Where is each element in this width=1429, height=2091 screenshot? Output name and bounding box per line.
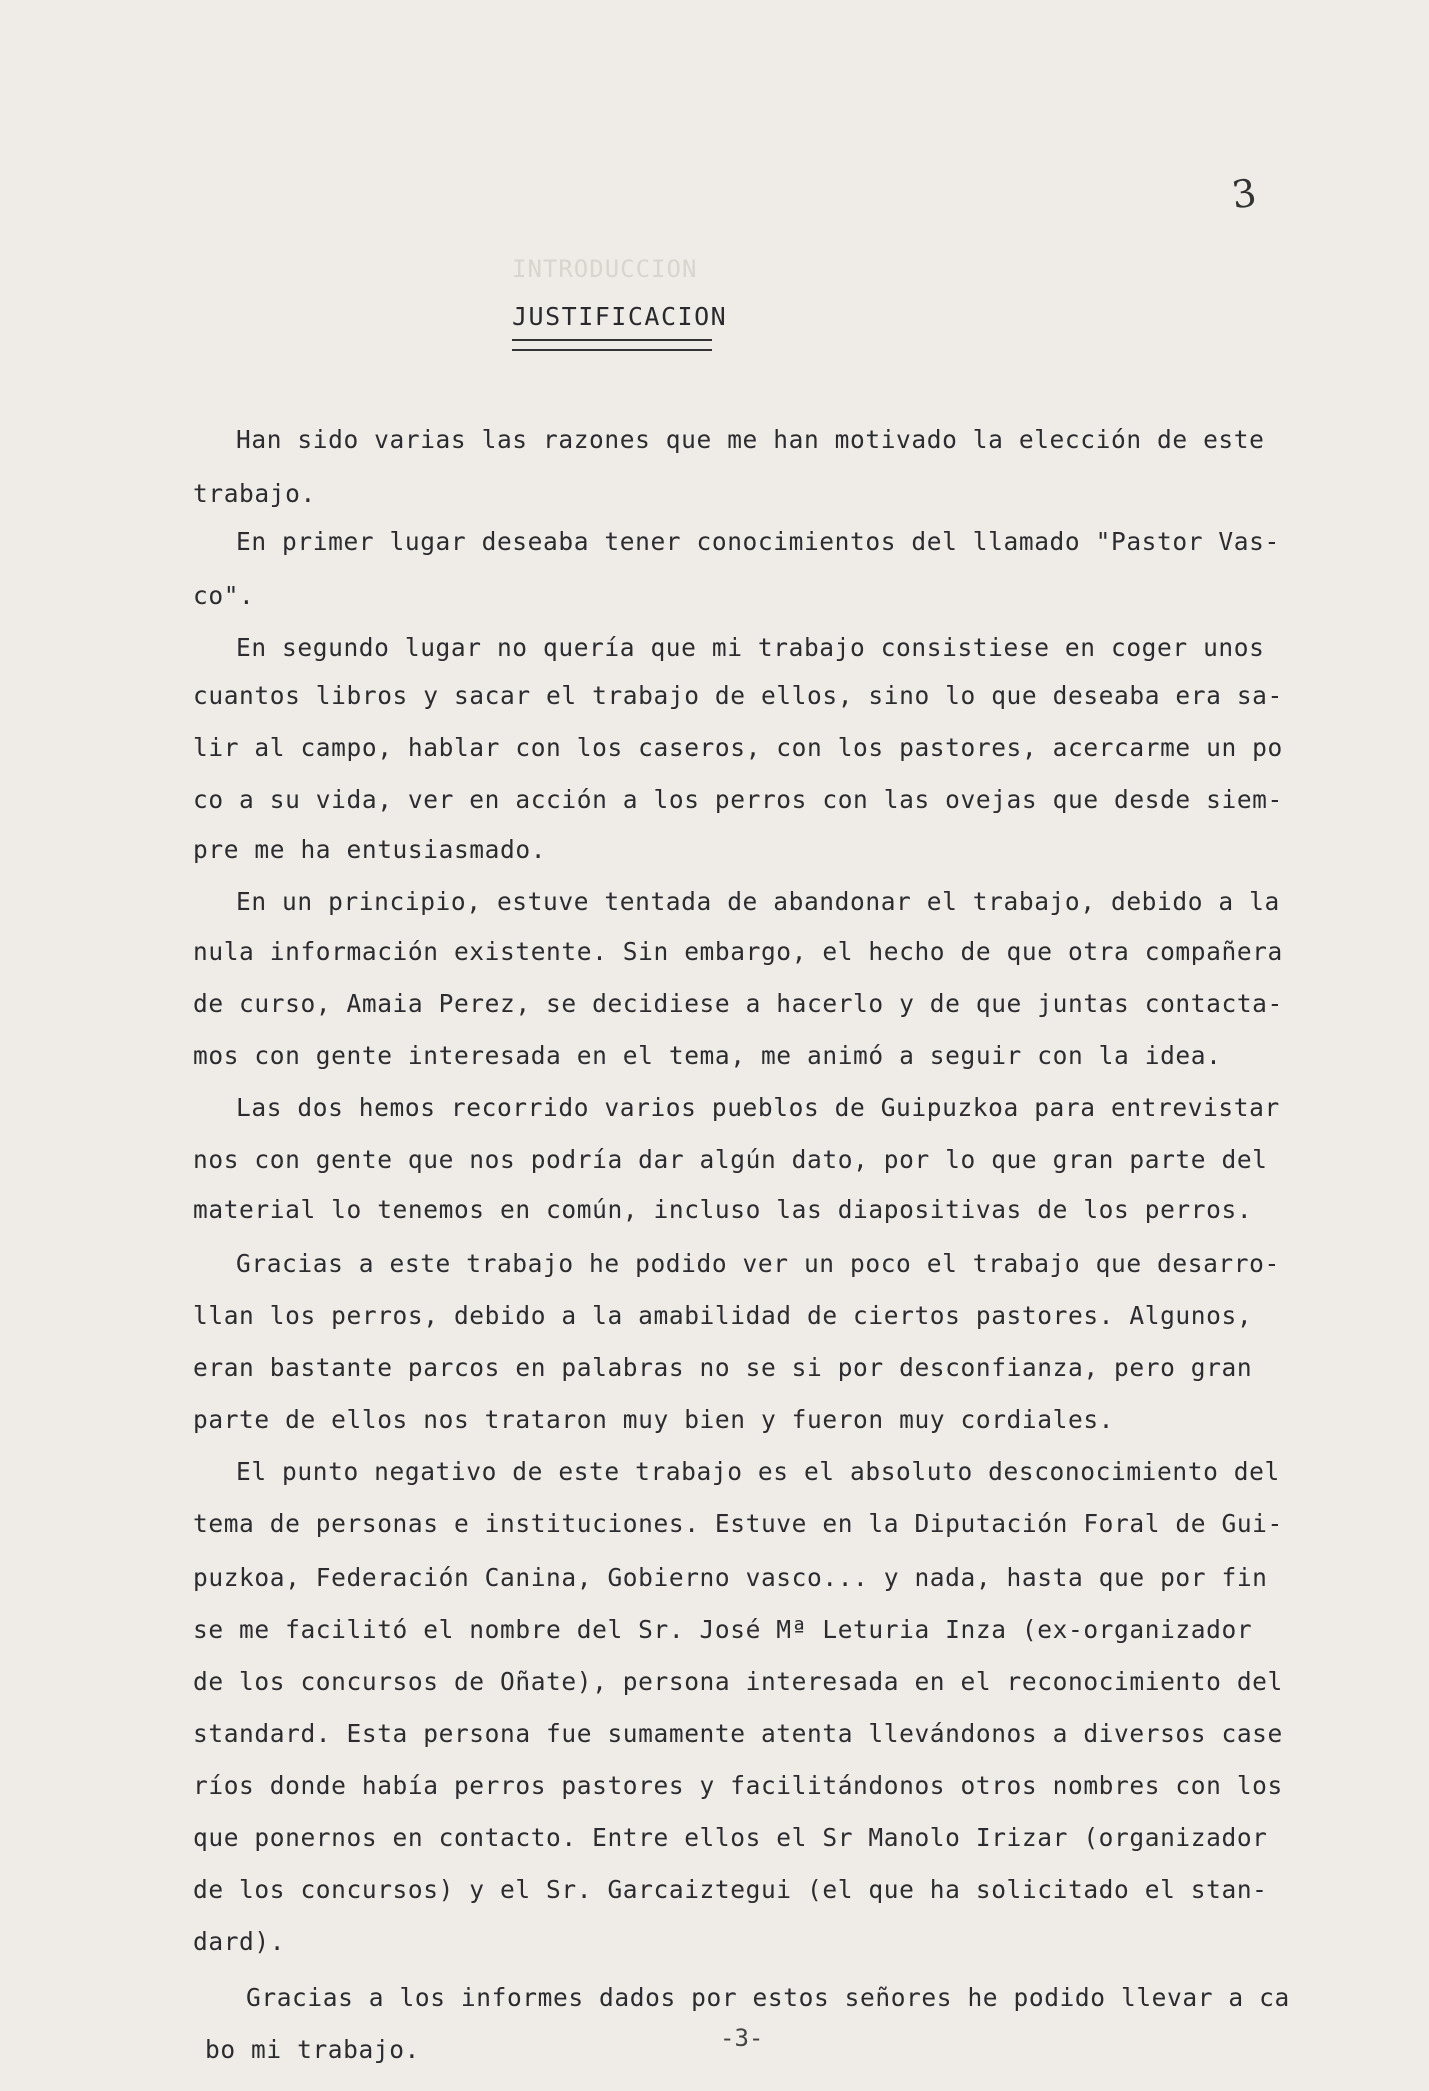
text-line: de los concursos) y el Sr. Garcaiztegui (el que ha solicitado el stan- [193, 1875, 1268, 1904]
page-footer-number: -3- [720, 2024, 764, 2052]
text-line: nos con gente que nos podría dar algún dato, por lo que gran parte del [193, 1145, 1268, 1174]
text-line: nula información existente. Sin embargo, el hecho de que otra compañera [193, 937, 1283, 966]
text-line: co". [193, 581, 255, 610]
text-line: standard. Esta persona fue sumamente atenta llevándonos a diversos case [193, 1719, 1283, 1748]
text-line: Gracias a los informes dados por estos señores he podido llevar a ca [246, 1983, 1290, 2012]
title-underline-double [512, 349, 712, 351]
text-line: El punto negativo de este trabajo es el absoluto desconocimiento del [236, 1457, 1280, 1486]
text-line: En segundo lugar no quería que mi trabajo consistiese en coger unos [236, 633, 1265, 662]
text-line: de los concursos de Oñate), persona interesada en el reconocimiento del [193, 1667, 1283, 1696]
text-line: material lo tenemos en común, incluso las diapositivas de los perros. [193, 1195, 1253, 1224]
ghost-heading-bleedthrough: INTRODUCCION [512, 255, 698, 283]
text-line: eran bastante parcos en palabras no se si por desconfianza, pero gran [193, 1353, 1253, 1382]
text-line: En un principio, estuve tentada de abandonar el trabajo, debido a la [236, 887, 1280, 916]
text-line: dard). [193, 1927, 286, 1956]
text-line: llan los perros, debido a la amabilidad de ciertos pastores. Algunos, [193, 1301, 1253, 1330]
text-line: trabajo. [193, 479, 316, 508]
text-line: bo mi trabajo. [205, 2035, 420, 2064]
section-title: JUSTIFICACION [512, 302, 728, 331]
text-line: puzkoa, Federación Canina, Gobierno vasco... y nada, hasta que por fin [193, 1563, 1268, 1592]
text-line: lir al campo, hablar con los caseros, con los pastores, acercarme un po [193, 733, 1283, 762]
text-line: co a su vida, ver en acción a los perros con las ovejas que desde siem- [193, 785, 1283, 814]
text-line: mos con gente interesada en el tema, me animó a seguir con la idea. [193, 1041, 1222, 1070]
title-underline [512, 339, 712, 341]
text-line: de curso, Amaia Perez, se decidiese a hacerlo y de que juntas contacta- [193, 989, 1283, 1018]
text-line: Han sido varias las razones que me han motivado la elección de este [236, 425, 1265, 454]
text-line: En primer lugar deseaba tener conocimientos del llamado "Pastor Vas- [236, 527, 1280, 556]
text-line: se me facilitó el nombre del Sr. José Mª Leturia Inza (ex-organizador [193, 1615, 1253, 1644]
page-corner-number: 3 [1229, 170, 1260, 218]
text-line: parte de ellos nos trataron muy bien y fueron muy cordiales. [193, 1405, 1115, 1434]
text-line: ríos donde había perros pastores y facilitándonos otros nombres con los [193, 1771, 1283, 1800]
text-line: pre me ha entusiasmado. [193, 835, 547, 864]
text-line: que ponernos en contacto. Entre ellos el Sr Manolo Irizar (organizador [193, 1823, 1268, 1852]
text-line: Las dos hemos recorrido varios pueblos de Guipuzkoa para entrevistar [236, 1093, 1280, 1122]
text-line: tema de personas e instituciones. Estuve en la Diputación Foral de Gui- [193, 1509, 1283, 1538]
text-line: cuantos libros y sacar el trabajo de ellos, sino lo que deseaba era sa- [193, 681, 1283, 710]
text-line: Gracias a este trabajo he podido ver un poco el trabajo que desarro- [236, 1249, 1280, 1278]
